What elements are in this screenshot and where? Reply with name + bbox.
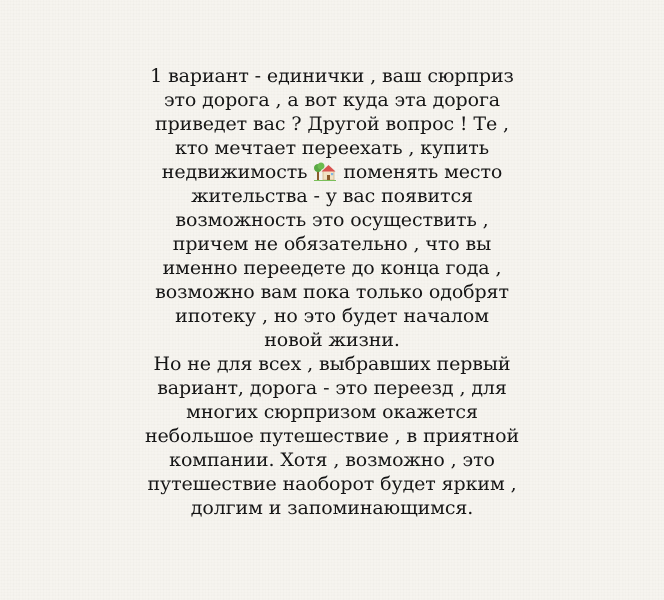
text-line: компании. Хотя , возможно , это [169, 449, 495, 471]
text-line: именно переедете до конца года , [162, 257, 502, 279]
text-line: жительства - у вас появится [191, 185, 473, 207]
text-line: многих сюрпризом окажется [186, 401, 478, 423]
text-line: возможность это осуществить , [175, 209, 489, 231]
text-line: небольшое путешествие , в приятной [144, 425, 520, 447]
text-line: приведет вас ? Другой вопрос ! Те , [155, 113, 509, 135]
text-fragment: поменять место [343, 161, 503, 183]
text-line: Но не для всех , выбравших первый [153, 353, 511, 375]
text-line: причем не обязательно , что вы [172, 233, 492, 255]
text-line: ипотеку , но это будет началом [175, 305, 489, 327]
story-text [0, 64, 664, 520]
text-line: кто мечтает переехать , купить [175, 137, 489, 159]
text-line: новой жизни. [264, 329, 400, 351]
house-with-tree-icon [314, 161, 336, 181]
text-line: путешествие наоборот будет ярким , [147, 473, 517, 495]
text-line-with-icon [0, 160, 664, 184]
text-line: вариант, дорога - это переезд , для [157, 377, 507, 399]
text-line: возможно вам пока только одобрят [155, 281, 509, 303]
text-line: это дорога , а вот куда эта дорога [163, 89, 501, 111]
text-line: долгим и запоминающимся. [190, 497, 474, 519]
text-fragment: недвижимость [161, 161, 308, 183]
text-line: 1 вариант - единички , ваш сюрприз [150, 65, 514, 87]
